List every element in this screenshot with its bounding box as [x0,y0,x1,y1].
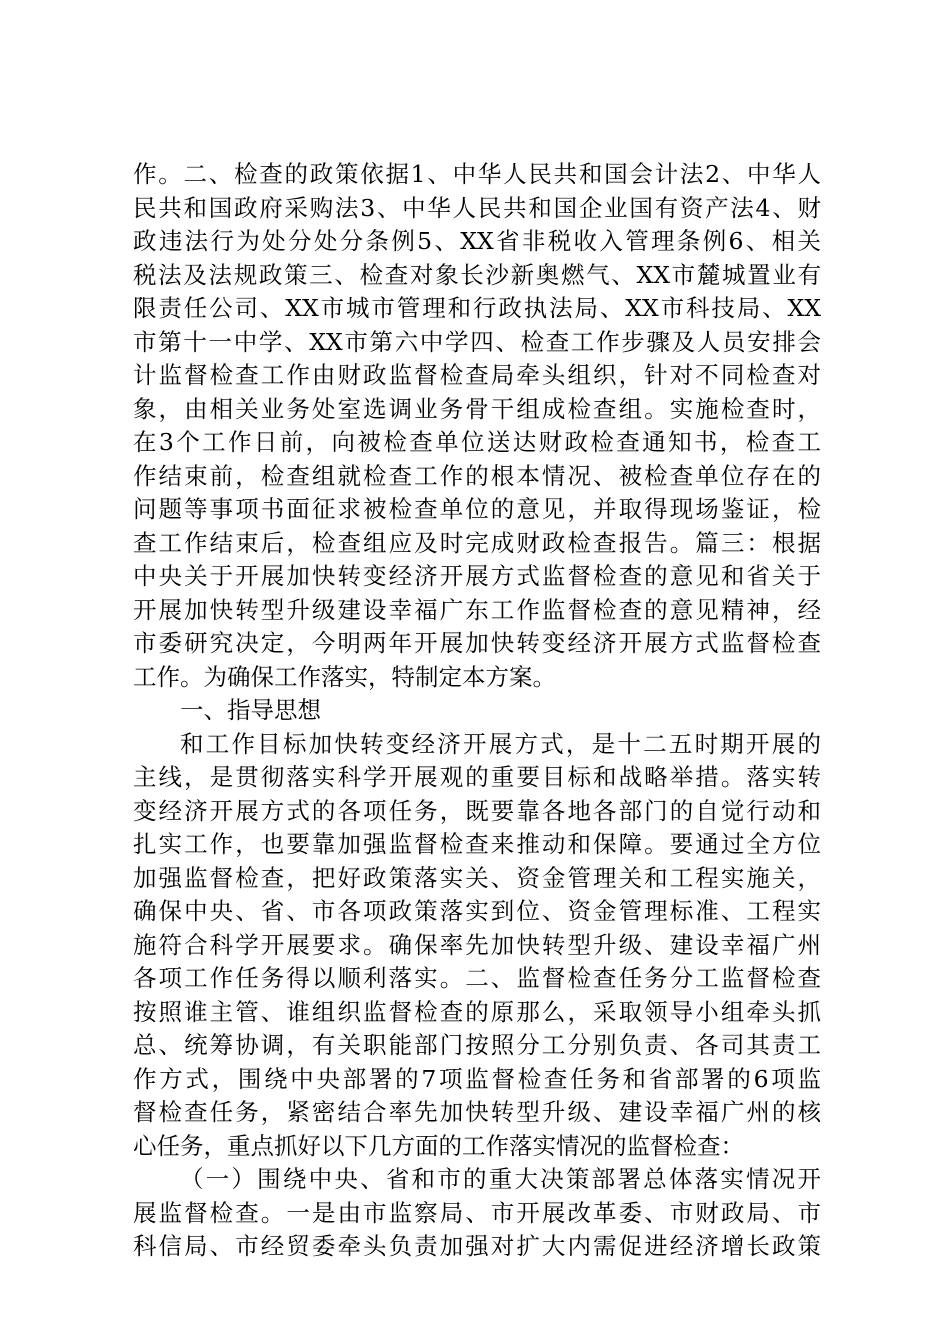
text-line: 心任务，重点抓好以下几方面的工作落实情况的监督检查： [133,1131,744,1160]
text-line: 开展加快转型升级建设幸福广东工作监督检查的意见精神，经 [133,595,821,624]
text-line: 和工作目标加快转变经济开展方式，是十二五时期开展的 [180,729,821,758]
text-line: 中央关于开展加快转变经济开展方式监督检查的意见和省关于 [133,562,821,590]
text-line: 问题等事项书面征求被检查单位的意见，并取得现场鉴证，检 [133,495,821,523]
document-body [133,158,821,1264]
text-line: （一）围绕中央、省和市的重大决策部署总体落实情况开 [180,1165,821,1193]
text-line: 税法及法规政策三、检查对象长沙新奥燃气、XX市麓城置业有 [133,260,821,289]
text-line: 加强监督检查，把好政策落实关、资金管理关和工程实施关， [133,863,821,892]
paragraph-2 [133,728,821,1164]
section-heading: 一、指导思想 [180,696,321,724]
text-line: 市第十一中学、XX市第六中学四、检查工作步骤及人员安排会 [133,327,821,356]
text-line: 市委研究决定，今明两年开展加快转变经济开展方式监督检查 [133,629,821,657]
paragraph-1 [133,158,821,694]
text-line: 作结束前，检查组就检查工作的根本情况、被检查单位存在的 [133,461,821,490]
text-line: 限责任公司、XX市城市管理和行政执法局、XX市科技局、XX [133,294,821,322]
text-line: 施符合科学开展要求。确保率先加快转型升级、建设幸福广州 [133,930,821,959]
text-line: 总、统筹协调，有关职能部门按照分工分别负责、各司其责工 [133,1031,821,1059]
text-line: 作。二、检查的政策依据1、中华人民共和国会计法2、中华人 [133,160,821,188]
text-line: 扎实工作，也要靠加强监督检查来推动和保障。要通过全方位 [133,830,821,858]
text-line: 确保中央、省、市各项政策落实到位、资金管理标准、工程实 [133,897,821,925]
text-line: 工作。为确保工作落实，特制定本方案。 [133,662,556,691]
text-line: 主线，是贯彻落实科学开展观的重要目标和战略举措。落实转 [133,763,821,791]
text-line: 在3个工作日前，向被检查单位送达财政检查通知书，检查工 [133,428,821,456]
text-line: 政违法行为处分处分条例5、XX省非税收入管理条例6、相关 [133,227,821,255]
text-line: 计监督检查工作由财政监督检查局牵头组织，针对不同检查对 [133,361,821,389]
paragraph-3 [133,1163,821,1264]
text-line: 展监督检查。一是由市监察局、市开展改革委、市财政局、市 [133,1198,821,1227]
text-line: 查工作结束后，检查组应及时完成财政检查报告。篇三：根据 [133,528,821,557]
text-line: 督检查任务，紧密结合率先加快转型升级、建设幸福广州的核 [133,1098,821,1126]
text-line: 各项工作任务得以顺利落实。二、监督检查任务分工监督检查 [133,964,821,992]
text-line: 作方式，围绕中央部署的7项监督检查任务和省部署的6项监 [133,1064,821,1093]
text-line: 按照谁主管、谁组织监督检查的原那么，采取领导小组牵头抓 [133,997,821,1026]
text-line: 变经济开展方式的各项任务，既要靠各地各部门的自觉行动和 [133,796,821,825]
text-line: 科信局、市经贸委牵头负责加强对扩大内需促进经济增长政策 [133,1232,821,1260]
text-line: 民共和国政府采购法3、中华人民共和国企业国有资产法4、财 [133,193,821,222]
text-line: 象，由相关业务处室选调业务骨干组成检查组。实施检查时， [133,394,821,423]
